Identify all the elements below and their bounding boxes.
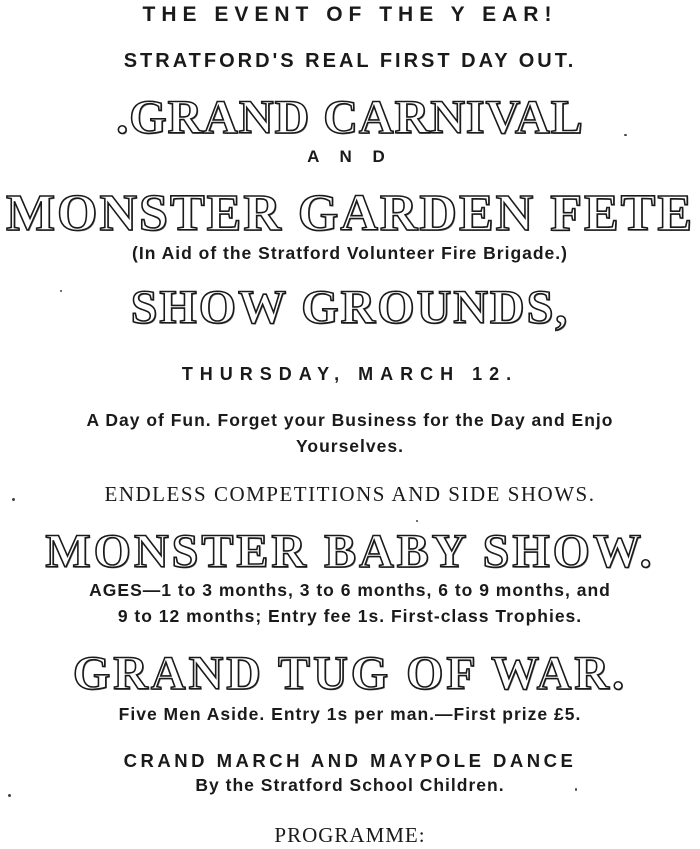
venue-title: SHOW GROUNDS, [130,281,570,334]
performers-line: By the Stratford School Children. [195,775,505,795]
event-date: THURSDAY, MARCH 12. [181,364,519,384]
print-speck [575,788,577,791]
garden-fete-title: MONSTER GARDEN FETE [5,185,695,242]
competitions-line: ENDLESS COMPETITIONS AND SIDE SHOWS. [104,482,596,506]
fun-text-line-1: A Day of Fun. Forget your Business for the Day and Enjo [86,410,614,430]
programme-heading: PROGRAMME: [274,823,426,847]
conjunction: A N D [307,147,393,166]
grand-carnival-title: .GRAND CARNIVAL [116,91,584,144]
print-speck [416,520,418,522]
print-speck [624,134,627,136]
ages-line-2: 9 to 12 months; Entry fee 1s. First-class Trophies. [117,606,583,626]
tug-of-war-title: GRAND TUG OF WAR. [72,647,628,700]
march-dance-line: CRAND MARCH AND MAYPOLE DANCE [123,750,577,771]
headline: THE EVENT OF THE Y EAR! [142,3,558,26]
tagline: STRATFORD'S REAL FIRST DAY OUT. [123,50,577,72]
baby-show-title: MONSTER BABY SHOW. [45,525,655,578]
print-speck [12,498,15,501]
print-speck [60,290,62,292]
ages-line-1: AGES—1 to 3 months, 3 to 6 months, 6 to 9 months, and [89,580,611,600]
print-speck [8,794,11,797]
tug-of-war-details: Five Men Aside. Entry 1s per man.—First prize £5. [118,704,582,724]
fun-text-line-2: Yourselves. [296,436,404,456]
charity-note: (In Aid of the Stratford Volunteer Fire Brigade.) [132,243,568,263]
